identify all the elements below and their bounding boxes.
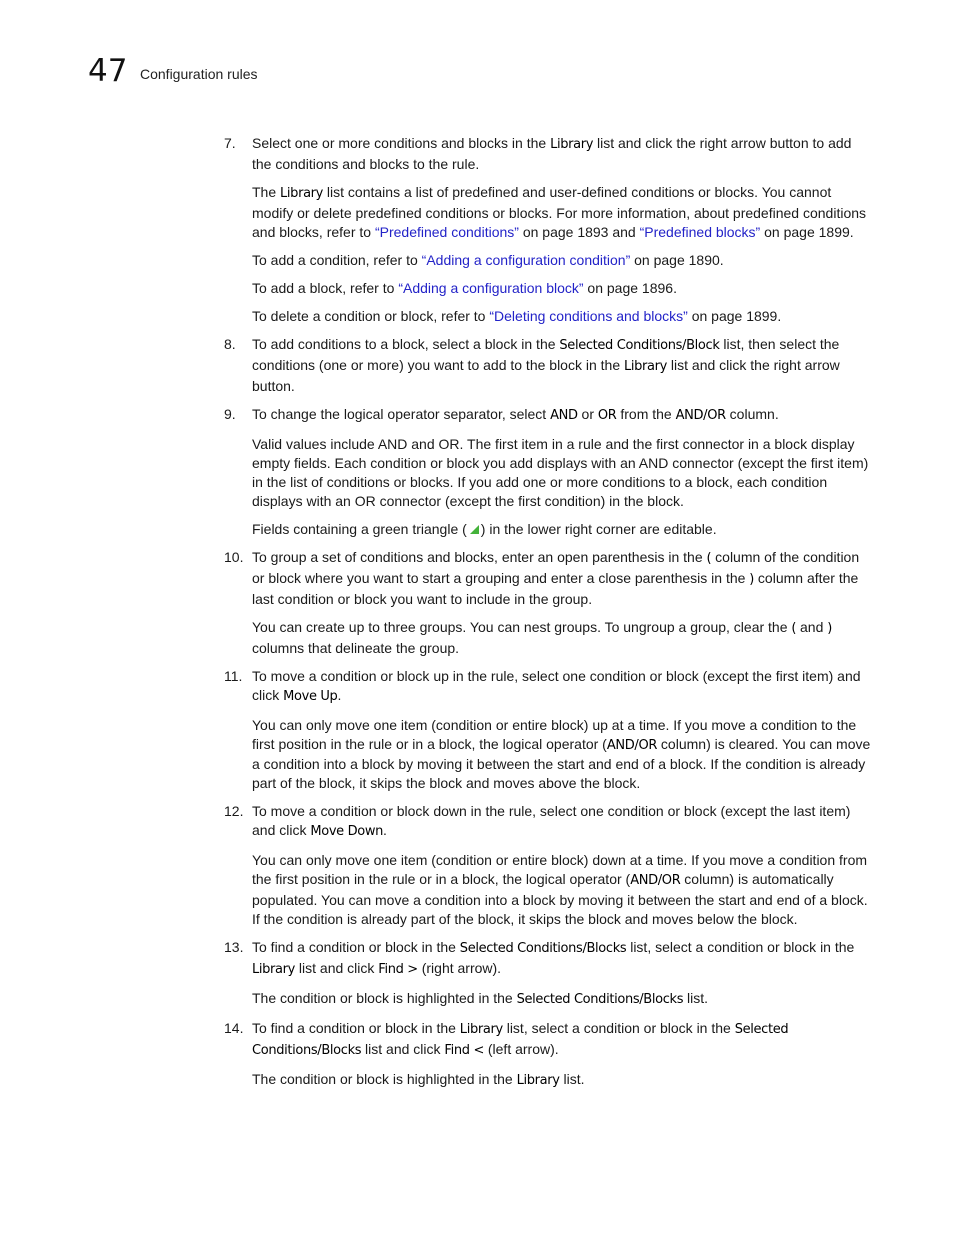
link-predefined-blocks[interactable]: “Predefined blocks” [639, 223, 761, 240]
ui-term-selected-conditions-blocks: Selected Conditions/Blocks [516, 991, 684, 1007]
green-triangle-icon [467, 522, 481, 536]
chapter-title: Configuration rules [140, 66, 258, 82]
ui-term-selected-conditions-block: Selected Conditions/Block [559, 338, 720, 354]
step-note: To delete a condition or block, refer to “Deleting conditions and blocks” on page 1899. [252, 308, 782, 325]
step-instruction: To change the logical operator separator, select AND or OR from the AND/OR column. [252, 406, 779, 424]
step-instruction: To add conditions to a block, select a block in the Selected Conditions/Block list, then select the conditions (one or more) you want to add to the block in the Library list and click the right arrow button. [252, 336, 840, 394]
step-instruction: To find a condition or block in the Selected Conditions/Blocks list, select a condition or block in the Library list and click Find > (right arrow). [252, 938, 855, 977]
step-number: 12. [224, 803, 244, 820]
ui-term-library: Library [550, 137, 594, 152]
step-number: 7. [224, 135, 236, 151]
ui-term-find-left: Find < [444, 1042, 484, 1058]
step-note: You can only move one item (condition or entire block) down at a time. If you move a condition from the first position in the rule or in a block, the logical operator (AND/OR column) is automatically populated. You can move a condition into a block by moving it between the start and end of a block. If the condition is already part of the block, it skips the block and moves below the block. [252, 852, 868, 927]
ui-term-close-paren: ) [827, 620, 832, 636]
chapter-number: 47 [88, 53, 128, 89]
ui-term-library: Library [280, 185, 324, 201]
procedure-steps [224, 134, 872, 1100]
ui-term-selected-conditions-blocks: Selected Conditions/Blocks [252, 1022, 789, 1058]
ui-term-library: Library [516, 1073, 560, 1089]
link-deleting-conditions-and-blocks[interactable]: “Deleting conditions and blocks” [489, 308, 688, 325]
step-instruction: To find a condition or block in the Library list, select a condition or block in the Selected Conditions/Blocks list and click Find < (left arrow). [252, 1020, 789, 1058]
ui-term-selected-conditions-blocks: Selected Conditions/Blocks [459, 940, 627, 956]
step-instruction: To group a set of conditions and blocks, enter an open parenthesis in the ( column of the condition or block where you want to start a grouping and enter a close parenthesis in the ) column after the last condition or block you want to include in the group. [252, 549, 860, 607]
ui-term-move-down: Move Down [310, 824, 384, 840]
ui-term-and-or: AND/OR [630, 873, 681, 889]
step-9 [224, 405, 872, 539]
ui-term-open-paren: ( [706, 551, 712, 567]
step-note: You can only move one item (condition or entire block) up at a time. If you move a condition to the first position in the rule or in a block, the logical operator (AND/OR column) is cleared. You can move a condition into a block by moving it between the start and end of a block. If the condition is already part of the block, it skips the block and moves above the block. [252, 716, 871, 792]
ui-term-and: AND [550, 408, 578, 424]
step-note: Valid values include AND and OR. The first item in a rule and the first connector in a block display empty fields. Each condition or block you add displays with an AND connector (except the first item) in the list of conditions or blocks. If you add one or more conditions to a block, each condition displays with an OR connector (except the first condition) in the block. [252, 436, 869, 509]
step-note: Fields containing a green triangle ( ) in the lower right corner are editable. [252, 520, 717, 537]
step-number: 11. [224, 667, 243, 684]
step-instruction: Select one or more conditions and blocks in the Library list and click the right arrow button to add the conditions and blocks to the rule. [252, 135, 852, 172]
ui-term-and-or: AND/OR [675, 408, 726, 424]
step-13 [224, 938, 872, 1010]
step-number: 9. [224, 406, 236, 423]
step-instruction: To move a condition or block down in the rule, select one condition or block (except the last item) and click Move Down. [252, 803, 851, 840]
step-number: 13. [224, 938, 244, 955]
step-8 [224, 335, 872, 395]
step-11 [224, 667, 872, 793]
step-note: The condition or block is highlighted in the Selected Conditions/Blocks list. [252, 989, 709, 1007]
ui-term-library: Library [252, 961, 296, 977]
step-note: You can create up to three groups. You can nest groups. To ungroup a group, clear the ( and ) columns that delineate the group. [252, 618, 832, 656]
step-note: The Library list contains a list of predefined and user-defined conditions or blocks. You cannot modify or delete predefined conditions or blocks. For more information, about predefined conditions and blocks, refer to “Predefined conditions” on page 1893 and “Predefined blocks” on page 1899. [252, 183, 867, 240]
step-14 [224, 1019, 872, 1091]
link-predefined-conditions[interactable]: “Predefined conditions” [374, 223, 519, 240]
link-adding-configuration-block[interactable]: “Adding a configuration block” [398, 279, 584, 296]
ui-term-move-up: Move Up [283, 688, 338, 704]
step-note: To add a condition, refer to “Adding a configuration condition” on page 1890. [252, 251, 724, 268]
ui-term-open-paren: ( [791, 620, 797, 636]
ui-term-and-or: AND/OR [606, 737, 658, 753]
step-12 [224, 802, 872, 928]
ui-term-or: OR [597, 408, 617, 424]
ui-term-library: Library [624, 359, 668, 375]
link-adding-configuration-condition[interactable]: “Adding a configuration condition” [421, 251, 631, 268]
step-10 [224, 548, 872, 657]
step-number: 10. [224, 549, 244, 566]
ui-term-find-right: Find > [378, 961, 418, 977]
step-instruction: To move a condition or block up in the rule, select one condition or block (except the first item) and click Move Up. [252, 667, 861, 704]
step-number: 8. [224, 336, 236, 353]
step-number: 14. [224, 1020, 244, 1037]
ui-term-close-paren: ) [749, 571, 755, 587]
step-note: To add a block, refer to “Adding a configuration block” on page 1896. [252, 279, 677, 296]
step-7 [224, 134, 872, 326]
ui-term-library: Library [459, 1022, 503, 1038]
step-note: The condition or block is highlighted in the Library list. [252, 1071, 585, 1089]
